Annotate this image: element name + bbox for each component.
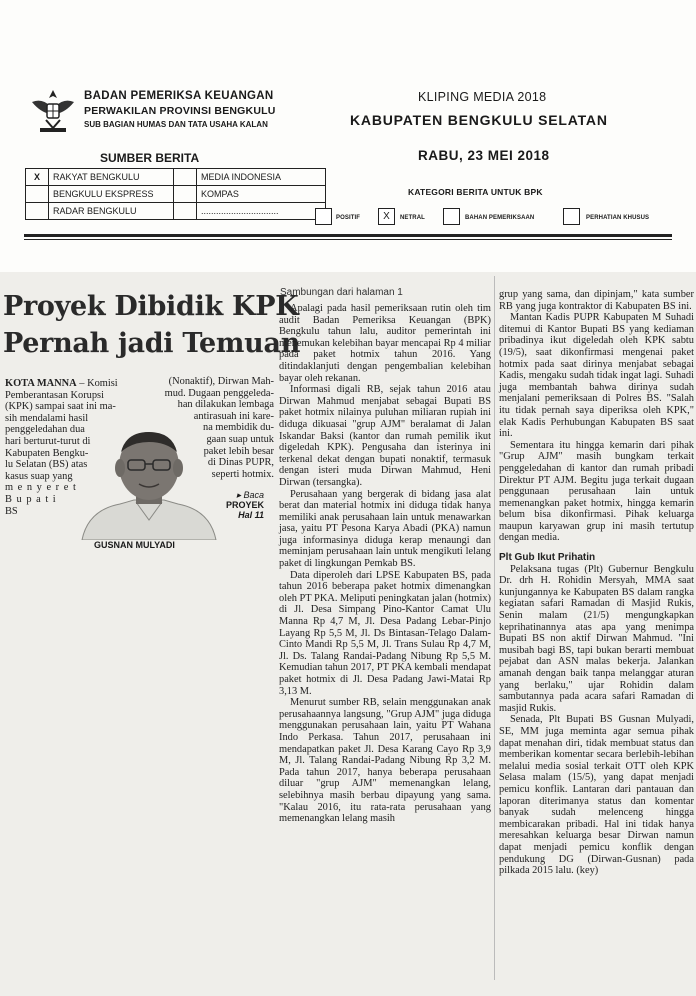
article-subhead: Plt Gub Ikut Prihatin xyxy=(499,552,596,564)
lede-line: kasus suap yang xyxy=(5,470,73,482)
kategori-heading: KATEGORI BERITA UNTUK BPK xyxy=(408,187,543,197)
lede-line: (KPK) sampai saat ini ma- xyxy=(5,401,116,413)
source-mark xyxy=(174,203,197,220)
baca-section: PROYEK xyxy=(226,500,265,510)
title-line: Pernah jadi Temuan xyxy=(3,328,301,359)
title-line: Proyek Dibidik KPK xyxy=(3,291,299,322)
sumber-berita-heading: SUMBER BERITA xyxy=(100,151,200,165)
kliping-label: KLIPING MEDIA 2018 xyxy=(418,90,547,104)
article-paragraph: Menurut sumber RB, selain menggunakan anak perusahaannya langsung, "Grup AJM" juga diduga menggunakan perusahaan lain, yaitu PT Wahana Indo Perkasa. Tahun 2017, perusahaan ini mendapatkan paket Jl. Desa Karang Cayo Rp 3,9 M, Jl. Talang Randai-Padang Nibung Rp 3,2 M. Pada tahun 2017, hanya beberapa perusahaan diluar "grup AJM" memenangkan lelang, selebihnya masih berbau dipayung yang sama. "Kalau 2016, itu rata-rata perusahaan yang memenangkan lelang masih xyxy=(279,697,491,825)
article-paragraph: Pelaksana tugas (Plt) Gubernur Bengkulu Dr. drh H. Rohidin Mersyah, MMA saat kunjungannya ke Kabupaten BS dalam rangka kegiatan safari Ramadan di Masjid Rukis, Senin malam (21/5) mengungkapkan keprihatinannya atas apa yang menimpa Bupati BS non aktif Dirwan Mahmud. "Ini musibah bagi BS, tapi bukan berarti membuat pejabat dan ASN malas bekerja. Jalankan amanah dengan baik tanpa melanggar aturan yang berlaku," ujar Rohidin dalam sambutannya pada acara safari Ramadan di masjid Rukis. xyxy=(499,563,694,714)
baca-page: Hal 11 xyxy=(238,510,265,520)
lede-line: Pemberantasan Korupsi xyxy=(5,389,104,401)
article-paragraph: Senada, Plt Bupati BS Gusnan Mulyadi, SE, MM juga meminta agar semua pihak dapat menahan diri, tidak membuat status dan memberikan komentar secara berlebih-lebihan melalui media sosial terkait OTT oleh KPK Selasa malam (15/5), yang dapat menjadi pemicu konflik. Lantaran dari pantauan dan laporan diterimanya status dan komentar banyak sudah melenceng hingga membicarakan pribadi. Hal ini tidak hanya meresahkan keluarga besar Dirwan namun dapat menjadi pemicu konflik dengan pendukung DG (Dirwan-Gusnan) pada pilkada 2015 lalu. (key) xyxy=(499,714,694,877)
org-name: BADAN PEMERIKSA KEUANGAN xyxy=(84,90,274,102)
header-divider-thin xyxy=(24,239,672,240)
lede-line: paket lebih besar xyxy=(203,445,274,457)
source-name: MEDIA INDONESIA xyxy=(197,169,326,186)
category-checkbox[interactable] xyxy=(563,208,580,225)
dateline: KOTA MANNA xyxy=(5,378,77,389)
source-mark xyxy=(26,203,49,220)
lede-line: Kabupaten Bengku- xyxy=(5,447,89,459)
category-checkbox[interactable] xyxy=(315,208,332,225)
lede-line: B u p a t i xyxy=(5,493,57,505)
clipping-date: RABU, 23 MEI 2018 xyxy=(418,148,550,163)
source-table xyxy=(25,168,326,220)
org-division: SUB BAGIAN HUMAS DAN TATA USAHA KALAN xyxy=(84,120,268,129)
source-name: KOMPAS xyxy=(197,186,326,203)
lede-line: han dilakukan lembaga xyxy=(177,399,274,411)
source-mark xyxy=(174,169,197,186)
header-divider xyxy=(24,234,672,237)
source-name: RADAR BENGKULU xyxy=(49,203,174,220)
article-title xyxy=(3,288,300,362)
source-name: RAKYAT BENGKULU xyxy=(49,169,174,186)
article-paragraph: Informasi digali RB, sejak tahun 2016 atau Dirwan Mahmud menjabat sebagai Bupati BS paket hotmix nilainya puluhan miliaran rupiah ini diduga dikuasai "grup AJM" beralamat di Jalan Iskandar Baksi (kantor dan rumah pemilik ikut digeledah KPK). Pengusaha dan isterinya ini terkenal dekat dengan bupati nonaktif, termasuk dengan isteri muda Dirwan Mahmud, Heni Dirwan (tersangka). xyxy=(279,384,491,488)
region-title: KABUPATEN BENGKULU SELATAN xyxy=(350,112,608,128)
source-mark: X xyxy=(26,169,49,186)
category-label: PERHATIAN KHUSUS xyxy=(586,215,650,221)
article-paragraph: Apalagi pada hasil pemeriksaan rutin oleh tim audit Badan Pemeriksa Keuangan (BPK) Bengkulu tahun lalu, auditor pemerintah ini menemukan kelebihan bayar mencapai Rp 4 miliar pada paket hotmix tahun 2016. Yang ditindaklanjuti dengan pengembalian kelebihan bayar oleh rekanan. xyxy=(279,303,491,384)
photo-caption: GUSNAN MULYADI xyxy=(94,540,175,550)
article-paragraph: grup yang sama, dan dipinjam," kata sumber RB yang juga kontraktor di Kabupaten BS ini. xyxy=(499,289,694,312)
column-divider xyxy=(494,276,495,980)
baca-proyek-reference xyxy=(226,490,264,520)
category-checkbox[interactable]: X xyxy=(378,208,395,225)
category-label: NETRAL xyxy=(400,215,425,221)
article-paragraph: Sementara itu hingga kemarin dari pihak "Grup AJM" masih bungkam terkait penggeledahan di kantor dan rumah pribadi Direktur PT AJM. Begitu juga terkait dugaan penggunaan perusahaan lain untuk memenangkan paket hotmix, hingga kemarin belum bisa dikonfirmasi. Pihak keluarga maupun karyawan grup ini masih tertutup dengan media. xyxy=(499,439,694,544)
lede-line: BS xyxy=(5,505,18,517)
category-checkbox[interactable] xyxy=(443,208,460,225)
article-paragraph: Data diperoleh dari LPSE Kabupaten BS, pada tahun 2016 beberapa paket hotmix dimenangkan oleh PT PKA. Meliputi peningkatan jalan (hotmix) di Jl. Desa Simpang Pino-Kantor Camat Ulu Manna Rp 4,7 M, Jl. Desa Padang Lebar-Pinjo Layang Rp 5,5 M, Jl. Ds Bintasan-Telago Dalam-Cinto Mandi Rp 5,5 M, Jl. Trans Sulau Rp 4,7 M, Jl. Ds. Talang Randai-Padang Nibung Rp 5,5 M. Kemudian tahun 2017, PT PKA kembali mendapat paket hotmix di Jl. Desa Padang Jawi-Matai Rp 3,13 M. xyxy=(279,569,491,697)
category-label: BAHAN PEMERIKSAAN xyxy=(465,215,535,221)
continued-from: Sambungan dari halaman 1 xyxy=(280,287,403,298)
lede-line: gaan suap untuk xyxy=(206,433,274,445)
lede-line: di Dinas PUPR, xyxy=(207,457,274,469)
article-paragraph: Perusahaan yang bergerak di bidang jasa alat berat dan material hotmix ini diduga tidak hanya memiliki anak perusahaan lain untuk menawarkan jasa, yaitu PT Pesona Karya Abadi (PKA) namun juga informasinya diduga kerap menaungi dan meminjam perusahaan lain untuk mengikuti lelang paket di lingkungan Pemkab BS. xyxy=(279,488,491,570)
source-row xyxy=(26,169,326,186)
lede-line: mud. Dugaan penggeleda- xyxy=(164,387,274,399)
category-label: POSITIF xyxy=(336,215,361,221)
lede-line: m e n y e r e t xyxy=(5,482,77,494)
lede-line: (Nonaktif), Dirwan Mah- xyxy=(168,376,274,387)
article-paragraph: Mantan Kadis PUPR Kabupaten M Suhadi ditemui di Kantor Bupati BS yang kediaman pribadinya ikut digeledah oleh KPK sabtu (19/5), saat dikonfirmasi mengenai paket hotmix pada saat dirinya menjabat sebagai Kadis, mengaku sudah tidak ingat lagi. Suhadi juga membantah bahwa dirinya sudah menjalani pemeriksaan di Polres BS. "Salah itu tidak pernah saya diperiksa oleh KPK," elak Kadis Perhubungan Kabupaten BS saat ini. xyxy=(499,312,694,440)
lede-line: seperti hotmix. xyxy=(211,468,274,480)
source-mark xyxy=(26,186,49,203)
source-name: ............................... xyxy=(197,203,326,220)
lede-line: antirasuah ini kare- xyxy=(193,410,274,422)
bpk-logo xyxy=(28,84,78,134)
portrait-photo xyxy=(74,422,224,540)
source-row xyxy=(26,186,326,203)
lede-line: lu Selatan (BS) atas xyxy=(5,459,88,471)
article-column-middle xyxy=(279,303,491,825)
lede-line: sih mendalami hasil xyxy=(5,412,89,424)
source-name: BENGKULU EKSPRESS xyxy=(49,186,174,203)
photo-gusnan-mulyadi xyxy=(74,422,224,540)
source-row xyxy=(26,203,326,220)
article-column-right xyxy=(499,289,694,877)
lede-line: na membidik du- xyxy=(203,422,274,434)
lede-line: penggeledahan dua xyxy=(5,424,85,436)
lede-line: hari berturut-turut di xyxy=(5,435,91,447)
garuda-emblem-icon xyxy=(28,84,78,134)
org-branch: PERWAKILAN PROVINSI BENGKULU xyxy=(84,105,276,117)
baca-label: ▸ Baca xyxy=(236,490,265,500)
lede-line: – Komisi xyxy=(76,378,118,389)
source-mark xyxy=(174,186,197,203)
